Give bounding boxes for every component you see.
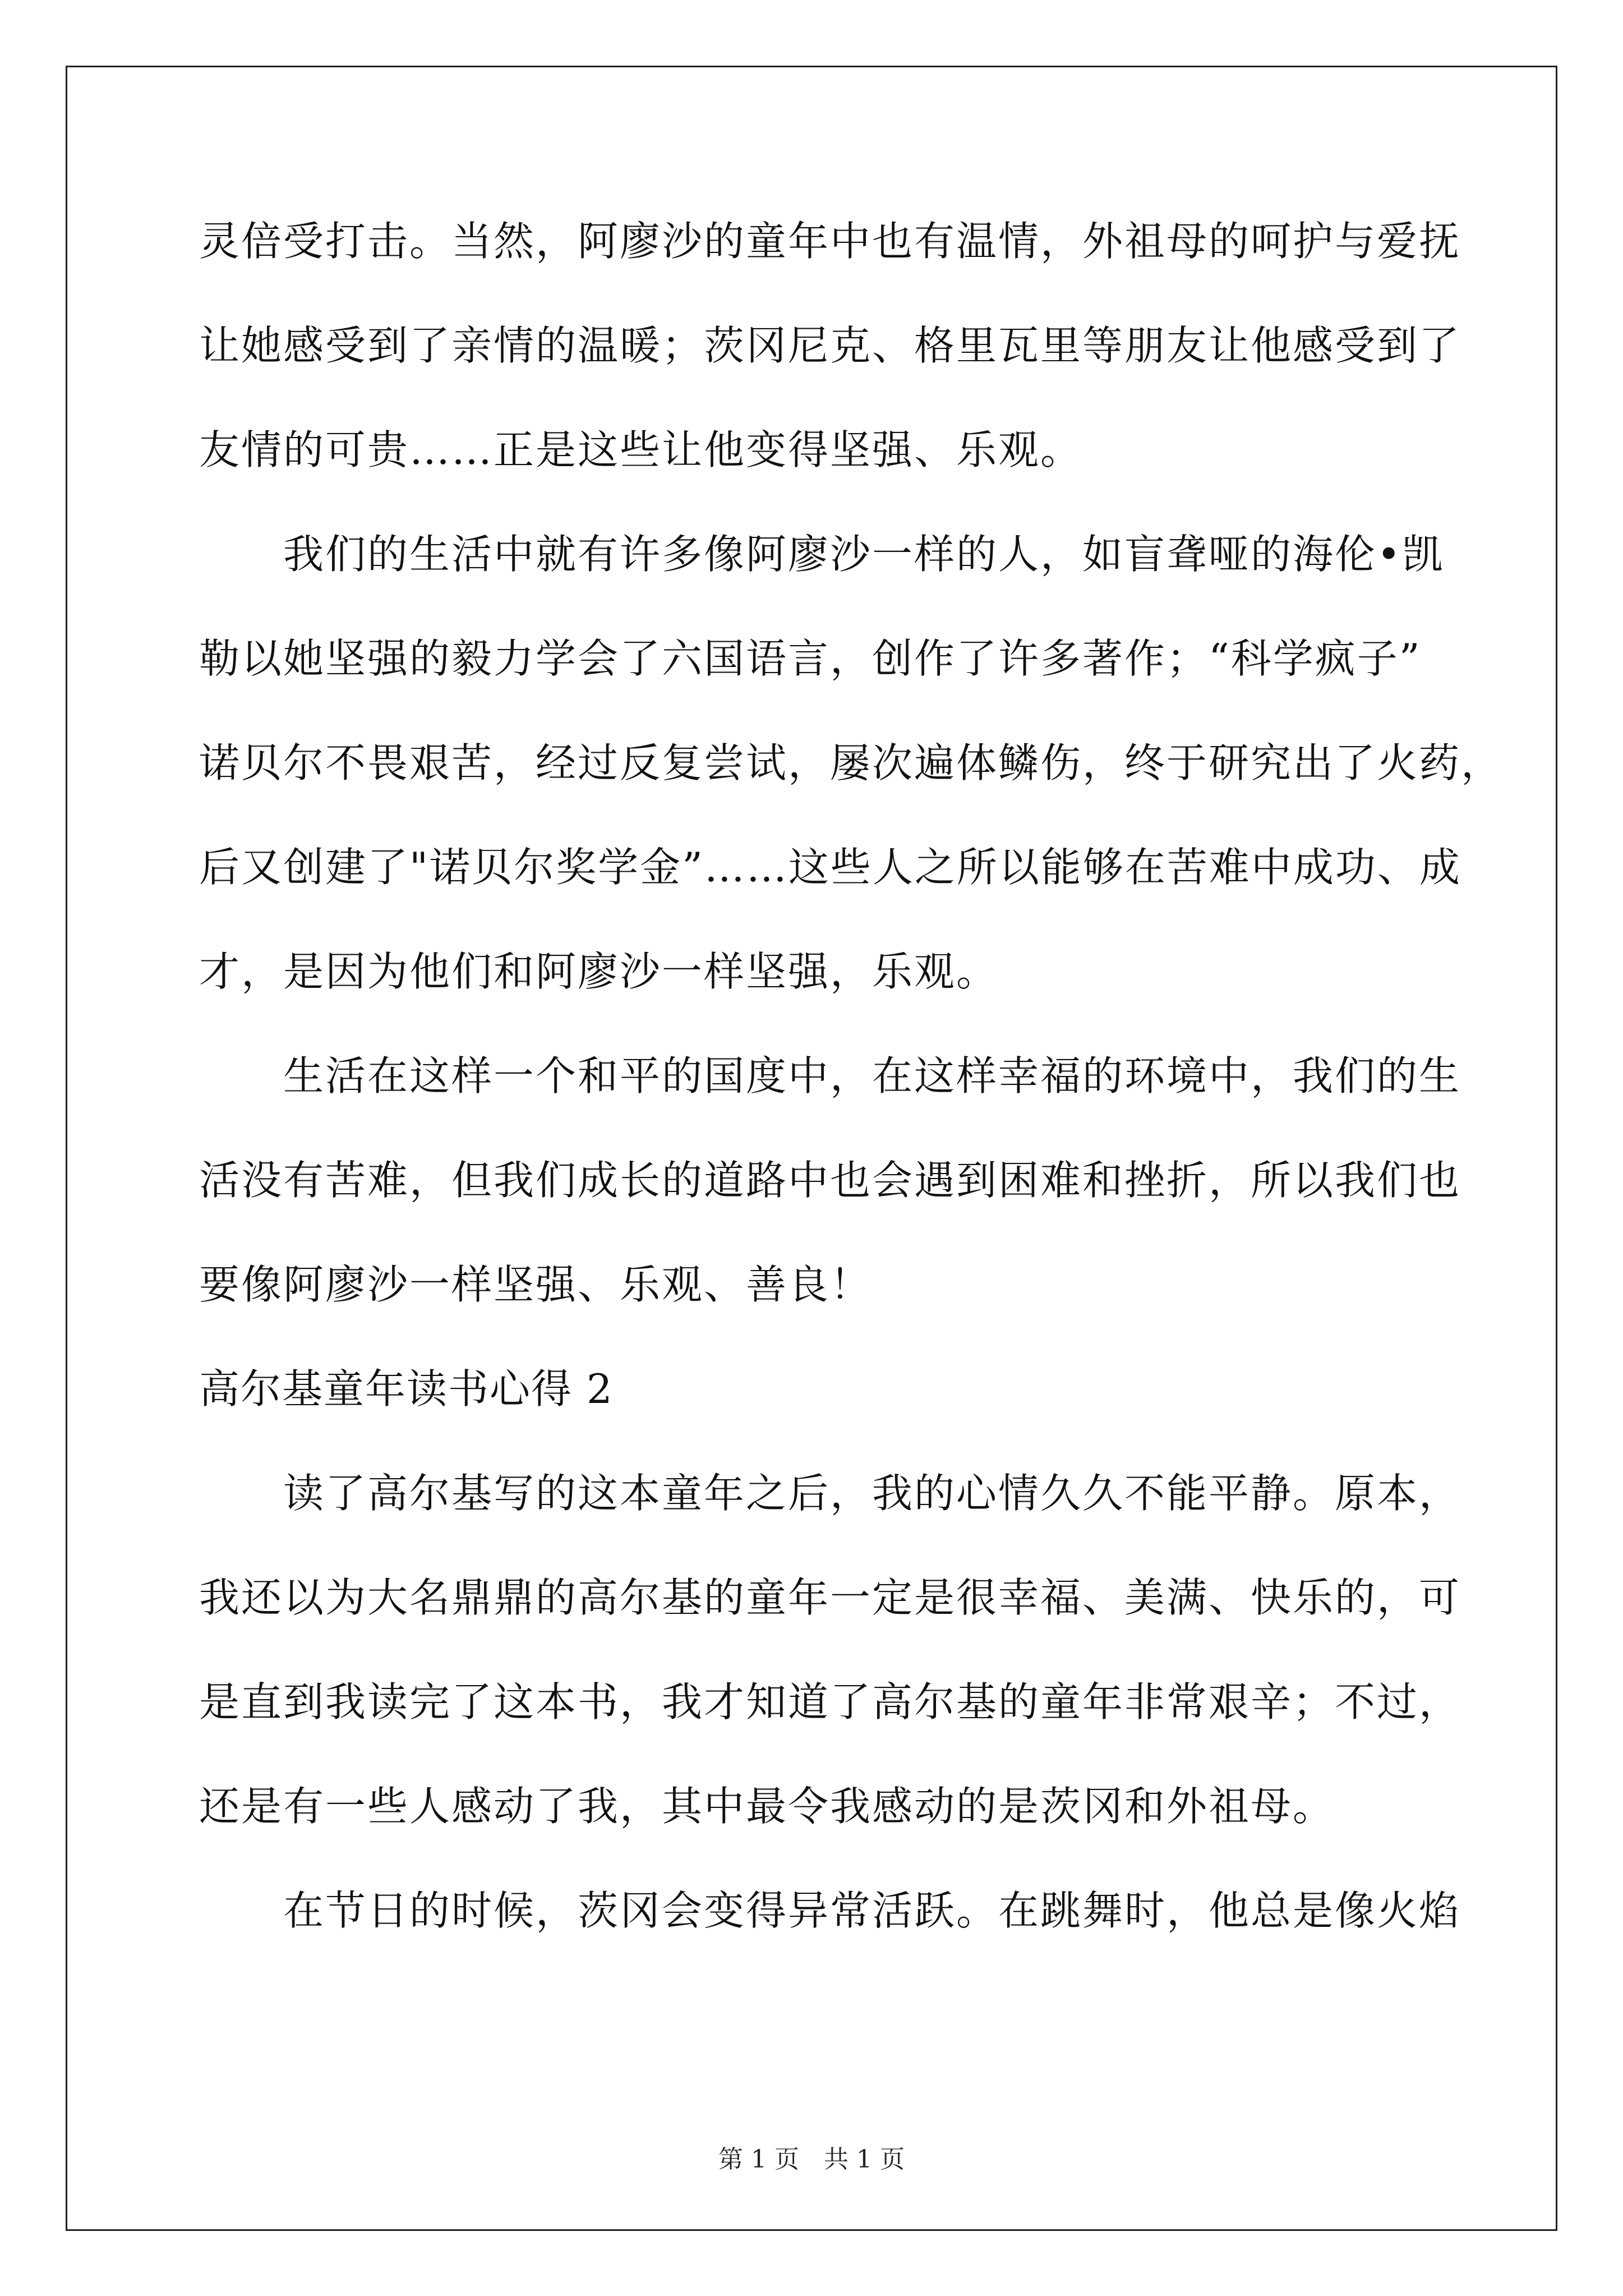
paragraph — [199, 213, 1461, 478]
text-line: 要像阿廖沙一样坚强、乐观、善良！ — [199, 1261, 873, 1308]
text-line: 还是有一些人感动了我，其中最令我感动的是茨冈和外祖母。 — [199, 1783, 1335, 1830]
paragraph — [199, 1048, 1461, 1313]
text-line: 勒以她坚强的毅力学会了六国语言，创作了许多著作；“科学疯子” — [199, 635, 1422, 682]
text-line: 读了高尔基写的这本童年之后，我的心情久久不能平静。原本， — [283, 1470, 1461, 1517]
text-line: 灵倍受打击。当然，阿廖沙的童年中也有温情，外祖母的呵护与爱抚 — [199, 218, 1461, 265]
text-line: 在节日的时候，茨冈会变得异常活跃。在跳舞时，他总是像火焰 — [283, 1887, 1461, 1934]
text-line: 诺贝尔不畏艰苦，经过反复尝试，屡次遍体鳞伤，终于研究出了火药， — [199, 739, 1504, 786]
text-line: 生活在这样一个和平的国度中，在这样幸福的环境中，我们的生 — [283, 1052, 1461, 1099]
text-line: 是直到我读完了这本书，我才知道了高尔基的童年非常艰辛；不过， — [199, 1678, 1461, 1726]
text-line: 我们的生活中就有许多像阿廖沙一样的人，如盲聋哑的海伦•凯 — [283, 531, 1445, 578]
text-line: 友情的可贵……正是这些让他变得坚强、乐观。 — [199, 426, 1083, 473]
text-line: 让她感受到了亲情的温暖；茨冈尼克、格里瓦里等朋友让他感受到了 — [199, 322, 1461, 369]
text-line: 后又创建了"诺贝尔奖学金”……这些人之所以能够在苦难中成功、成 — [199, 844, 1461, 891]
paragraph — [199, 1883, 1461, 1939]
document-body — [199, 213, 1504, 1939]
paragraph — [199, 526, 1504, 1000]
paragraph — [199, 1465, 1461, 1834]
text-line: 才，是因为他们和阿廖沙一样坚强，乐观。 — [199, 948, 999, 995]
text-line: 活没有苦难，但我们成长的道路中也会遇到困难和挫折，所以我们也 — [199, 1157, 1461, 1204]
section-heading: 高尔基童年读书心得 2 — [199, 1365, 614, 1412]
page-footer: 第 1 页 共 1 页 — [718, 2145, 905, 2174]
text-line: 我还以为大名鼎鼎的高尔基的童年一定是很幸福、美满、快乐的，可 — [199, 1574, 1461, 1621]
